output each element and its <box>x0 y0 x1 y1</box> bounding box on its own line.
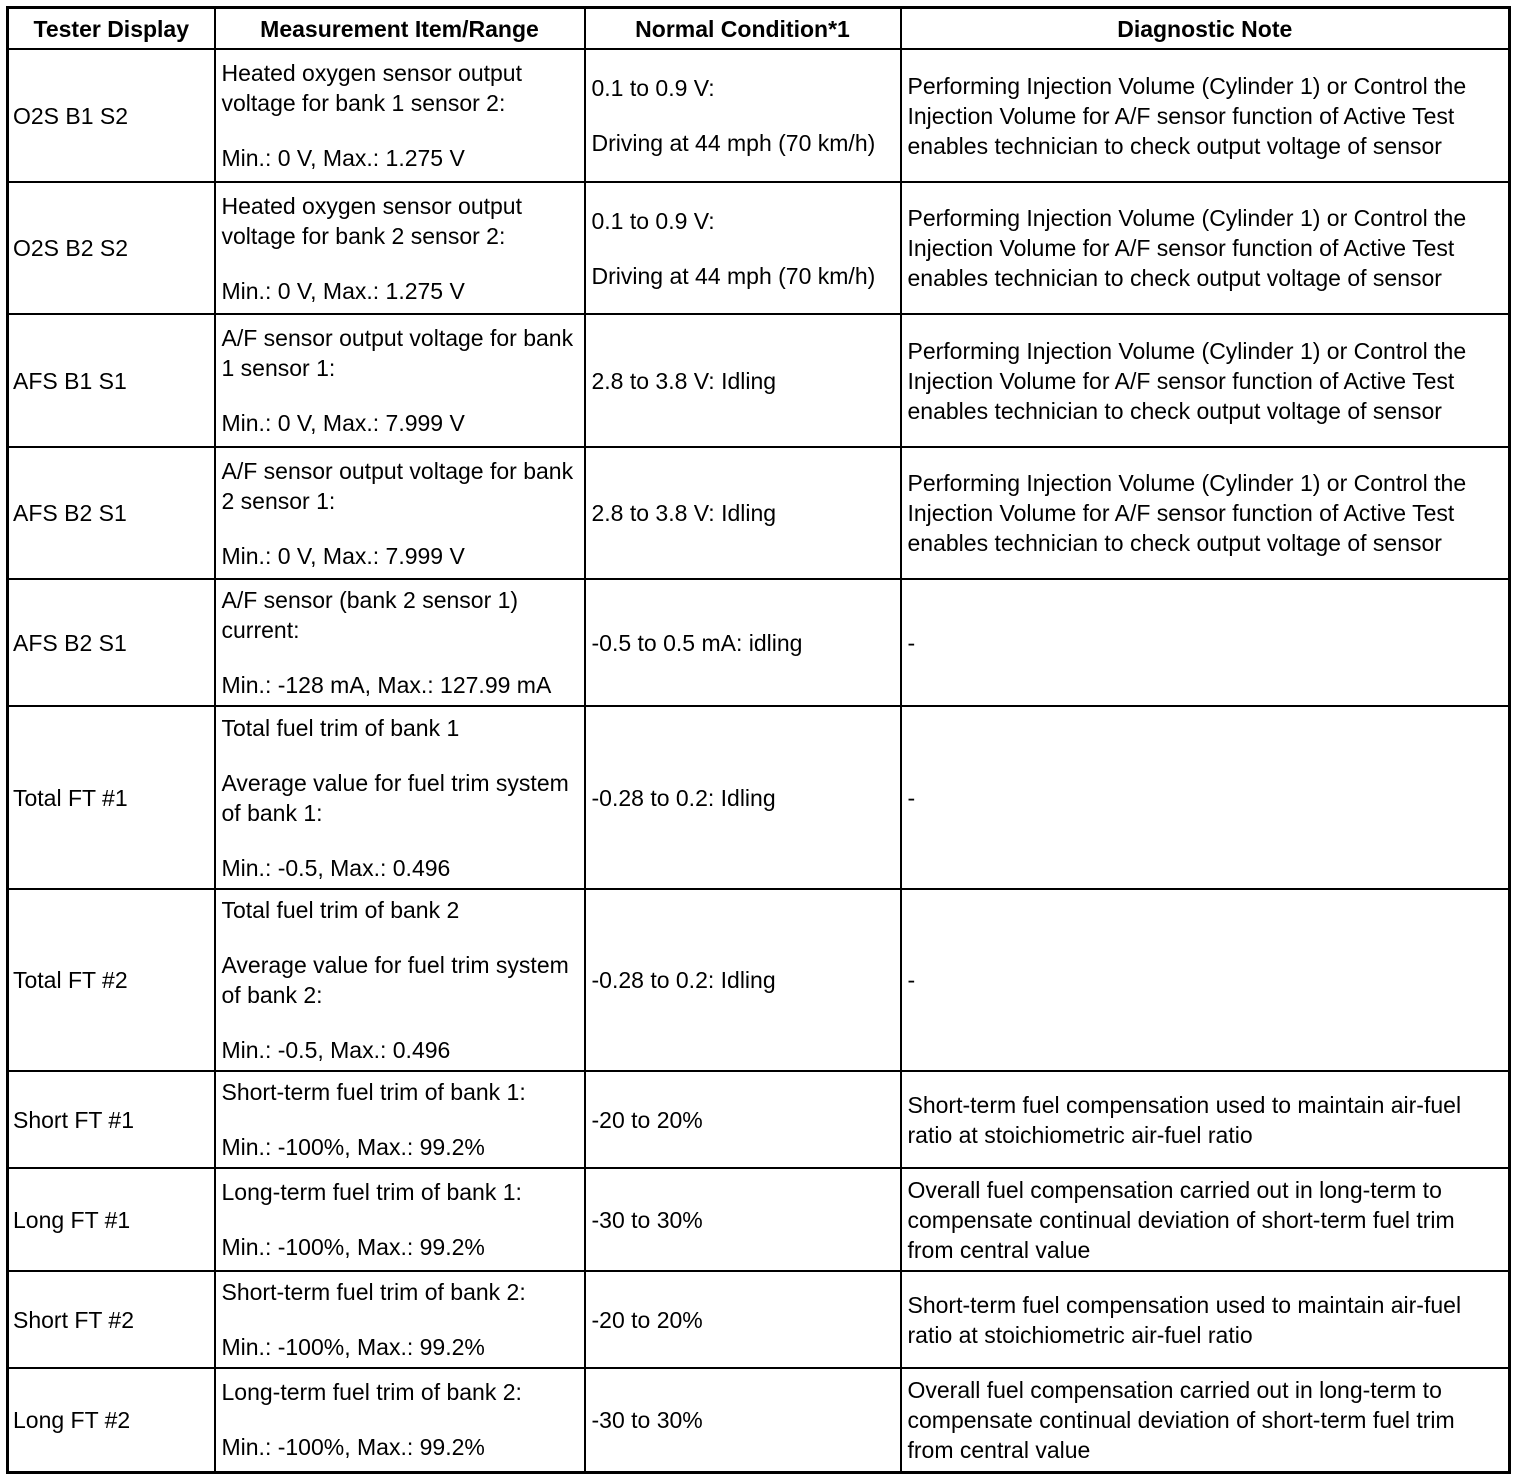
measurement-text: Average value for fuel trim system of bank 2: <box>221 952 569 1008</box>
table-row <box>8 1071 1510 1168</box>
table-row <box>8 706 1510 889</box>
measurement-text: Short-term fuel trim of bank 1: <box>221 1079 526 1105</box>
measurement-text: Total fuel trim of bank 1 <box>221 714 460 741</box>
normal-condition-cell <box>585 1168 901 1271</box>
diagnostic-note-text: Overall fuel compensation carried out in long-term to compensate continual deviation of short-term fuel trim from central value <box>907 1376 1455 1463</box>
diagnostic-note-text: - <box>907 629 916 656</box>
measurement-text: Short-term fuel trim of bank 2: <box>221 1279 526 1305</box>
tester-display-cell: AFS B2 S1 <box>8 447 215 579</box>
tester-display-cell: Short FT #1 <box>8 1071 215 1168</box>
normal-condition-text: 0.1 to 0.9 V: <box>591 207 715 234</box>
normal-condition-cell <box>585 1368 901 1472</box>
measurement-cell <box>215 49 585 182</box>
measurement-text: Long-term fuel trim of bank 1: <box>221 1179 522 1205</box>
normal-condition-text: -0.28 to 0.2: Idling <box>591 967 776 993</box>
measurement-cell <box>215 706 585 889</box>
diagnostic-note-text: Short-term fuel compensation used to maintain air-fuel ratio at stoichiometric air-fuel ratio <box>907 1291 1462 1348</box>
normal-condition-text: -30 to 30% <box>591 1206 703 1233</box>
data-list-table <box>6 6 1511 1474</box>
table-header <box>8 8 1510 50</box>
measurement-text: Min.: -128 mA, Max.: 127.99 mA <box>221 672 552 698</box>
measurement-text: A/F sensor output voltage for bank 1 sensor 1: <box>221 325 574 381</box>
measurement-text: Min.: -100%, Max.: 99.2% <box>221 1434 485 1461</box>
measurement-cell <box>215 1271 585 1368</box>
normal-condition-text: -0.5 to 0.5 mA: idling <box>591 629 803 656</box>
measurement-text: Min.: -100%, Max.: 99.2% <box>221 1134 485 1160</box>
normal-condition-text: -30 to 30% <box>591 1406 703 1433</box>
tester-display-cell: Short FT #2 <box>8 1271 215 1368</box>
measurement-cell <box>215 579 585 706</box>
measurement-text: Min.: -100%, Max.: 99.2% <box>221 1234 485 1260</box>
measurement-text: Min.: -0.5, Max.: 0.496 <box>221 854 451 881</box>
table-row <box>8 447 1510 579</box>
tester-display-cell: Total FT #1 <box>8 706 215 889</box>
diagnostic-note-text: Performing Injection Volume (Cylinder 1) or Control the Injection Volume for A/F sensor function of Active Test enables technician to check output voltage of sensor <box>907 72 1467 159</box>
measurement-cell <box>215 182 585 314</box>
normal-condition-text: 0.1 to 0.9 V: <box>591 75 715 101</box>
measurement-text: Average value for fuel trim system of bank 1: <box>221 769 569 826</box>
measurement-cell <box>215 1368 585 1472</box>
diagnostic-note-text: Performing Injection Volume (Cylinder 1) or Control the Injection Volume for A/F sensor function of Active Test enables technician to check output voltage of sensor <box>907 205 1467 291</box>
measurement-text: Total fuel trim of bank 2 <box>221 897 460 923</box>
diagnostic-note-text: - <box>907 967 916 993</box>
normal-condition-text: Driving at 44 mph (70 km/h) <box>591 262 876 289</box>
normal-condition-text: 2.8 to 3.8 V: Idling <box>591 367 777 394</box>
normal-condition-text: -20 to 20% <box>591 1306 703 1333</box>
table-body <box>8 49 1510 1472</box>
normal-condition-cell <box>585 706 901 889</box>
diagnostic-note-text: Short-term fuel compensation used to maintain air-fuel ratio at stoichiometric air-fuel ratio <box>907 1091 1462 1148</box>
measurement-text: Min.: 0 V, Max.: 7.999 V <box>221 410 465 436</box>
tester-display-cell: AFS B1 S1 <box>8 314 215 447</box>
tester-display-cell: O2S B1 S2 <box>8 49 215 182</box>
diagnostic-note-cell <box>901 706 1510 889</box>
measurement-cell <box>215 1071 585 1168</box>
tester-display-cell: AFS B2 S1 <box>8 579 215 706</box>
normal-condition-cell <box>585 49 901 182</box>
normal-condition-text: -0.28 to 0.2: Idling <box>591 784 776 811</box>
tester-display-cell: Long FT #2 <box>8 1368 215 1472</box>
header-measurement: Measurement Item/Range <box>215 8 585 50</box>
normal-condition-text: -20 to 20% <box>591 1106 703 1133</box>
measurement-text: Heated oxygen sensor output voltage for bank 2 sensor 2: <box>221 192 522 249</box>
diagnostic-note-text: Performing Injection Volume (Cylinder 1) or Control the Injection Volume for A/F sensor function of Active Test enables technician to check output voltage of sensor <box>907 337 1467 424</box>
diagnostic-note-text: Overall fuel compensation carried out in long-term to compensate continual deviation of short-term fuel trim from central value <box>907 1176 1455 1263</box>
header-diagnostic-note: Diagnostic Note <box>901 8 1510 50</box>
header-tester-display: Tester Display <box>8 8 215 50</box>
diagnostic-note-cell <box>901 1271 1510 1368</box>
tester-display-cell: Long FT #1 <box>8 1168 215 1271</box>
table-row <box>8 1368 1510 1472</box>
measurement-text: Min.: -100%, Max.: 99.2% <box>221 1334 485 1360</box>
normal-condition-cell <box>585 1071 901 1168</box>
diagnostic-note-cell <box>901 889 1510 1071</box>
normal-condition-cell <box>585 579 901 706</box>
table-row <box>8 314 1510 447</box>
diagnostic-note-cell <box>901 1168 1510 1271</box>
measurement-text: A/F sensor (bank 2 sensor 1) current: <box>221 587 519 643</box>
measurement-text: A/F sensor output voltage for bank 2 sensor 1: <box>221 457 574 514</box>
normal-condition-cell <box>585 182 901 314</box>
measurement-cell <box>215 447 585 579</box>
diagnostic-note-cell <box>901 314 1510 447</box>
table-row <box>8 1168 1510 1271</box>
diagnostic-note-cell <box>901 447 1510 579</box>
table-row <box>8 579 1510 706</box>
normal-condition-text: 2.8 to 3.8 V: Idling <box>591 500 777 526</box>
normal-condition-cell <box>585 447 901 579</box>
tester-display-cell: Total FT #2 <box>8 889 215 1071</box>
diagnostic-note-cell <box>901 1071 1510 1168</box>
measurement-text: Min.: 0 V, Max.: 7.999 V <box>221 542 465 569</box>
measurement-cell <box>215 1168 585 1271</box>
measurement-text: Heated oxygen sensor output voltage for bank 1 sensor 2: <box>221 60 522 116</box>
normal-condition-cell <box>585 314 901 447</box>
measurement-text: Min.: 0 V, Max.: 1.275 V <box>221 145 465 171</box>
table-row <box>8 49 1510 182</box>
table-row <box>8 182 1510 314</box>
measurement-text: Min.: -0.5, Max.: 0.496 <box>221 1037 451 1063</box>
measurement-cell <box>215 314 585 447</box>
header-row <box>8 8 1510 50</box>
normal-condition-text: Driving at 44 mph (70 km/h) <box>591 130 876 156</box>
measurement-text: Long-term fuel trim of bank 2: <box>221 1379 522 1406</box>
header-normal-condition: Normal Condition*1 <box>585 8 901 50</box>
diagnostic-note-cell <box>901 1368 1510 1472</box>
measurement-text: Min.: 0 V, Max.: 1.275 V <box>221 277 465 304</box>
diagnostic-note-cell <box>901 182 1510 314</box>
diagnostic-note-cell <box>901 579 1510 706</box>
diagnostic-note-text: Performing Injection Volume (Cylinder 1) or Control the Injection Volume for A/F sensor function of Active Test enables technician to check output voltage of sensor <box>907 470 1467 556</box>
normal-condition-cell <box>585 889 901 1071</box>
measurement-cell <box>215 889 585 1071</box>
table-row <box>8 889 1510 1071</box>
diagnostic-note-cell <box>901 49 1510 182</box>
normal-condition-cell <box>585 1271 901 1368</box>
tester-display-cell: O2S B2 S2 <box>8 182 215 314</box>
table-row <box>8 1271 1510 1368</box>
diagnostic-note-text: - <box>907 784 916 811</box>
